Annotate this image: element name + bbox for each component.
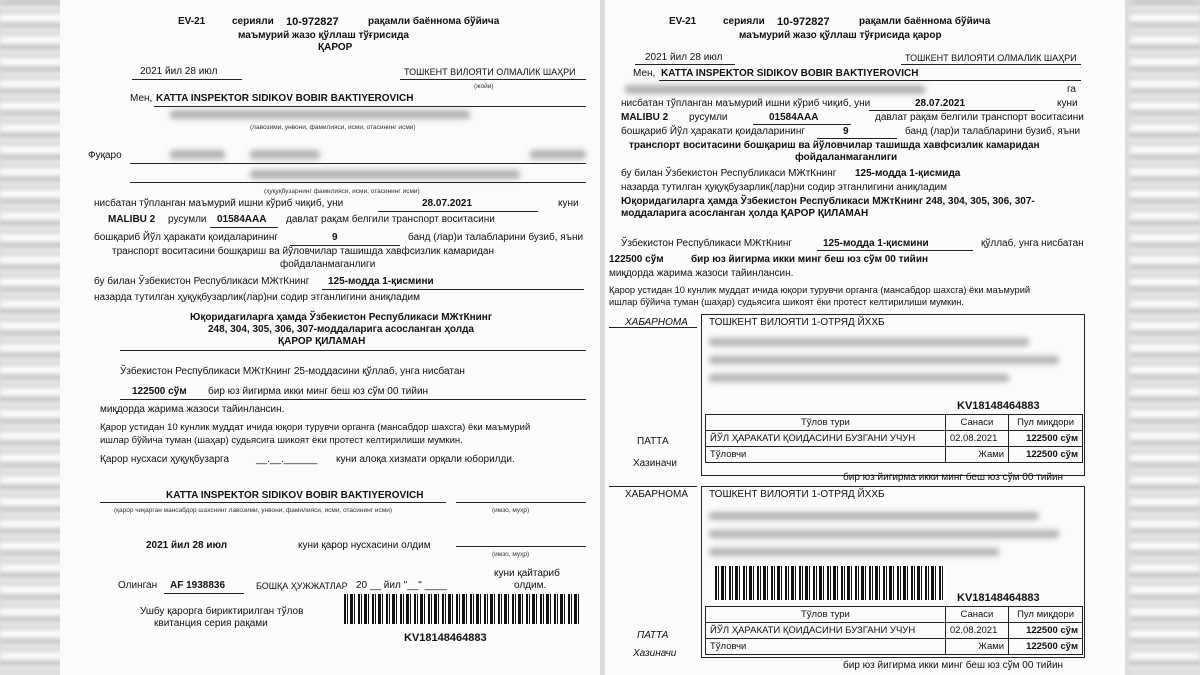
payment-table: [705, 414, 1083, 463]
fine-amount: 122500 сўм: [132, 386, 187, 397]
xabarnoma-label: ХАБАРНОМА: [625, 317, 688, 328]
copy-sent-date: __.__.______: [256, 454, 318, 465]
band-number: 9: [332, 232, 338, 243]
redacted-slip-line: [709, 338, 1029, 346]
slip-amount-words: бир юз йигирма икки минг беш юз сўм 00 тийин: [843, 472, 1064, 483]
olingan-value: AF 1938836: [170, 580, 226, 591]
decision-date-r: 2021 йил 28 июл: [645, 52, 723, 63]
decree-line-2-r: моддаларига асосланган ҳолда ҚАРОР ҚИЛАМАН: [621, 208, 869, 219]
row-amount: 122500 сўм: [1009, 623, 1083, 639]
nazarda-text-r: назарда тутилган ҳуқуқбузарлик(лар)ни содир этганлигини аниқладим: [621, 182, 948, 193]
article-25-text-r: Ўзбекистон Республикаси МЖтКнинг: [621, 238, 793, 249]
protocol-suffix-r: рақамли баённома бўйича: [859, 16, 991, 27]
signature-caption: (имзо, муҳр): [492, 507, 530, 514]
total-amount: 122500 сўм: [1009, 639, 1083, 655]
decree-line-1: Юқоридагиларга ҳамда Ўзбекистон Республикаси МЖтКнинг: [190, 312, 492, 323]
patta-label: ПАТТА: [637, 630, 669, 641]
davlat-text: давлат рақам белгили транспорт воситасини: [286, 214, 495, 225]
appeal-line-2: ишлар бўйича туман (шаҳар) судьясига шикоят ёки протест келтирилиши мумкин.: [100, 435, 463, 446]
slip-recipient: ТОШКЕНТ ВИЛОЯТИ 1-ОТРЯД ЙХХБ: [709, 489, 885, 500]
col-date: Санаси: [945, 415, 1008, 431]
payer-label: Тўловчи: [706, 447, 946, 463]
fine-amount-r: 122500 сўм: [609, 254, 664, 265]
header-subtitle: маъмурий жазо қўллаш тўғрисида: [238, 30, 409, 41]
protocol-number-r: 10-972827: [777, 16, 830, 28]
decision-sheet-right: [605, 0, 1125, 675]
row-payment-type: ЙЎЛ ҲАРАКАТИ ҚОИДАСИНИ БУЗГАНИ УЧУН: [706, 431, 946, 447]
col-amount: Пул миқдори: [1009, 415, 1083, 431]
nazarda-text: назарда тутилган ҳуқуқбузарлик(лар)ни содир этганлигини аниқладим: [94, 292, 421, 303]
fuqaro-label: Фуқаро: [88, 150, 122, 161]
barcode-number: KV18148464883: [404, 632, 487, 644]
offender-caption: (ҳуқуқбузарнинг фамилияси, исми, отасининг исми): [264, 188, 420, 195]
receipt-label-1: Ушбу қарорга бириктирилган тўлов: [140, 606, 304, 617]
decision-sheet-left: [60, 0, 600, 675]
xabarnoma-label: ХАБАРНОМА: [625, 489, 689, 500]
protocol-suffix: рақамли баённома бўйича: [368, 16, 500, 27]
car-model-r: MALIBU 2: [621, 112, 669, 123]
redacted-offender-address: [250, 170, 520, 179]
decision-place: ТОШКЕНТ ВИЛОЯТИ ОЛМАЛИК ШАҲРИ: [404, 67, 576, 77]
redacted-offender-r: [625, 85, 925, 94]
total-amount: 122500 сўм: [1009, 447, 1083, 463]
payment-table: [705, 606, 1083, 655]
band-text: банд (лар)и талабларини бузиб, яъни: [408, 232, 584, 243]
appeal-line-1-r: Қарор устидан 10 кунлик муддат ичида юқори турувчи органга (мансабдор шахсга) ёки маъмурий: [609, 285, 1031, 295]
men-label: Мен,: [130, 93, 153, 104]
bu-bilan-text-r: бу билан Ўзбекистон Республикаси МЖтКнинг: [621, 168, 837, 179]
protocol-number: 10-972827: [286, 16, 339, 28]
band-number-r: 9: [843, 126, 849, 137]
appeal-line-1: Қарор устидан 10 кунлик муддат ичида юқори турувчи органга (мансабдор шахсга) ёки маъмурий: [100, 422, 531, 433]
slip-recipient: ТОШКЕНТ ВИЛОЯТИ 1-ОТРЯД ЙХХБ: [709, 317, 885, 328]
slip-code: KV18148464883: [957, 592, 1040, 604]
signatory-officer: KATTA INSPEKTOR SIDIKOV BOBIR BAKTIYEROVICH: [166, 490, 424, 501]
kuni-label-r: куни: [1057, 98, 1078, 109]
redacted-offender-name-3: [530, 150, 586, 159]
signature-caption-2: (имзо, муҳр): [492, 551, 530, 558]
officer-name: KATTA INSPEKTOR SIDIKOV BOBIR BAKTIYEROVICH: [156, 93, 414, 104]
protocol-series-code: EV-21: [178, 16, 206, 27]
violated-article-r: 125-модда 1-қисмида: [855, 168, 961, 179]
copy-sent-text: Қарор нусхаси ҳуқуқбузарга: [100, 454, 230, 465]
officer-caption: (лавозими, унвони, фамилияси, исми, отасининг исми): [250, 124, 416, 131]
fine-in-words-r: бир юз йигирма икки минг беш юз сўм 00 тийин: [691, 254, 929, 265]
payer-label: Тўловчи: [706, 639, 946, 655]
decree-line-1-r: Юқоридагиларга ҳамда Ўзбекистон Республикаси МЖтКнинг 248, 304, 305, 306, 307-: [621, 196, 1035, 207]
col-payment-type: Тўлов тури: [706, 607, 946, 623]
receipt-label-2: квитанция серия рақами: [154, 618, 268, 629]
rusumli-label-r: русумли: [689, 112, 728, 123]
car-plate: 01584AAA: [217, 214, 267, 225]
hazinachi-label: Хазиначи: [633, 648, 677, 659]
fine-in-words: бир юз йигирма икки минг беш юз сўм 00 тийин: [208, 386, 429, 397]
total-label: Жами: [945, 447, 1008, 463]
protocol-series-label: серияли: [232, 16, 274, 27]
slip-barcode: [715, 566, 945, 600]
boshqarib-text-r: бошқариб Йўл ҳаракати қоидаларининг: [621, 126, 806, 137]
row-amount: 122500 сўм: [1009, 431, 1083, 447]
col-payment-type: Тўлов тури: [706, 415, 946, 431]
violated-article: 125-модда 1-қисмини: [328, 276, 434, 287]
article-25-text: Ўзбекистон Республикаси МЖтКнинг 25-моддасини қўллаб, унга нисбатан: [120, 366, 465, 377]
men-label-r: Мен,: [633, 68, 656, 79]
total-label: Жами: [945, 639, 1008, 655]
col-date: Санаси: [945, 607, 1008, 623]
redacted-offender-name: [170, 150, 225, 159]
ga-label-r: га: [1067, 84, 1076, 95]
received-date: 2021 йил 28 июл: [146, 540, 228, 551]
right-background-edge: [1130, 0, 1200, 675]
signatory-caption: (қарор чиқарган мансабдор шахснинг лавозими, унвони, фамилияси, исми, отасининг исми): [114, 507, 393, 514]
qollab-text-r: қўллаб, унга нисбатан: [981, 238, 1084, 249]
kuni-label: куни: [558, 198, 579, 209]
rusumli-label: русумли: [168, 214, 207, 225]
miqdorda-text: миқдорда жарима жазоси тайинлансин.: [100, 404, 285, 415]
car-plate-r: 01584AAA: [769, 112, 819, 123]
hazinachi-label: Хазиначи: [633, 458, 677, 469]
violation-line-2: фойдаланмаганлиги: [280, 259, 376, 270]
nisbatan-text-r: нисбатан тўпланган маъмурий ишни кўриб чиқиб, уни: [621, 98, 871, 109]
redacted-slip-line: [709, 530, 1059, 538]
band-text-r: банд (лар)и талабларини бузиб, яъни: [905, 126, 1081, 137]
other-documents-label: БОШҚА ҲУЖЖАТЛАР: [256, 581, 348, 591]
boshqarib-text: бошқариб Йўл ҳаракати қоидаларининг: [94, 232, 279, 243]
copy-sent-suffix: куни алоқа хизмати орқали юборилди.: [336, 454, 515, 465]
redacted-officer-id: [170, 110, 470, 119]
case-date: 28.07.2021: [422, 198, 473, 209]
row-date: 02.08.2021: [945, 623, 1008, 639]
place-caption: (жойи): [474, 83, 494, 90]
applied-article-r: 125-модда 1-қисмини: [823, 238, 929, 249]
returned-text: куни қайтариб: [494, 568, 560, 579]
davlat-text-r: давлат рақам белгили транспорт воситасини: [875, 112, 1084, 123]
protocol-series-code-r: EV-21: [669, 16, 697, 27]
returned-text-2: олдим.: [514, 580, 547, 591]
appeal-line-2-r: ишлар бўйича туман (шаҳар) судьясига шикоят ёки протест келтирилиши мумкин.: [609, 297, 965, 307]
redacted-slip-line: [709, 356, 1059, 364]
row-date: 02.08.2021: [945, 431, 1008, 447]
miqdorda-text-r: миқдорда жарима жазоси тайинлансин.: [609, 268, 794, 279]
col-amount: Пул миқдори: [1009, 607, 1083, 623]
slip-code: KV18148464883: [957, 400, 1040, 412]
receipt-barcode: [344, 594, 580, 624]
patta-label: ПАТТА: [637, 436, 669, 447]
violation-line-1: транспорт воситасини бошқариш ва йўловчилар ташишда хавфсизлик камаридан: [112, 246, 494, 257]
car-model: MALIBU 2: [108, 214, 156, 225]
row-payment-type: ЙЎЛ ҲАРАКАТИ ҚОИДАСИНИ БУЗГАНИ УЧУН: [706, 623, 946, 639]
redacted-slip-line: [709, 512, 1039, 520]
header-subtitle-r: маъмурий жазо қўллаш тўғрисида қарор: [739, 30, 942, 41]
protocol-series-label-r: серияли: [723, 16, 765, 27]
decision-place-r: ТОШКЕНТ ВИЛОЯТИ ОЛМАЛИК ШАҲРИ: [905, 53, 1077, 63]
header-title: ҚАРОР: [318, 42, 353, 53]
olingan-label: Олинган: [118, 580, 158, 591]
case-date-r: 28.07.2021: [915, 98, 966, 109]
received-text: куни қарор нусхасини олдим: [298, 540, 431, 551]
decree-line-2: 248, 304, 305, 306, 307-моддаларига асосланган ҳолда: [208, 324, 474, 335]
redacted-offender-name-2: [250, 150, 320, 159]
violation-line-2-r: фойдаланмаганлиги: [795, 152, 898, 163]
redacted-slip-line: [709, 548, 999, 556]
violation-line-1-r: транспорт воситасини бошқариш ва йўловчилар ташишда хавфсизлик камаридан: [629, 140, 1040, 151]
redacted-slip-line: [709, 374, 1009, 382]
officer-name-r: KATTA INSPEKTOR SIDIKOV BOBIR BAKTIYEROVICH: [661, 68, 919, 79]
slip-amount-words: бир юз йигирма икки минг беш юз сўм 00 тийин: [843, 660, 1064, 671]
decision-date: 2021 йил 28 июл: [140, 66, 218, 77]
decree-line-3: ҚАРОР ҚИЛАМАН: [278, 336, 366, 347]
return-date-blank: 20 __ йил "__" ____: [356, 580, 447, 591]
nisbatan-text: нисбатан тўпланган маъмурий ишни кўриб чиқиб, уни: [94, 198, 344, 209]
bu-bilan-text: бу билан Ўзбекистон Республикаси МЖтКнинг: [94, 276, 310, 287]
